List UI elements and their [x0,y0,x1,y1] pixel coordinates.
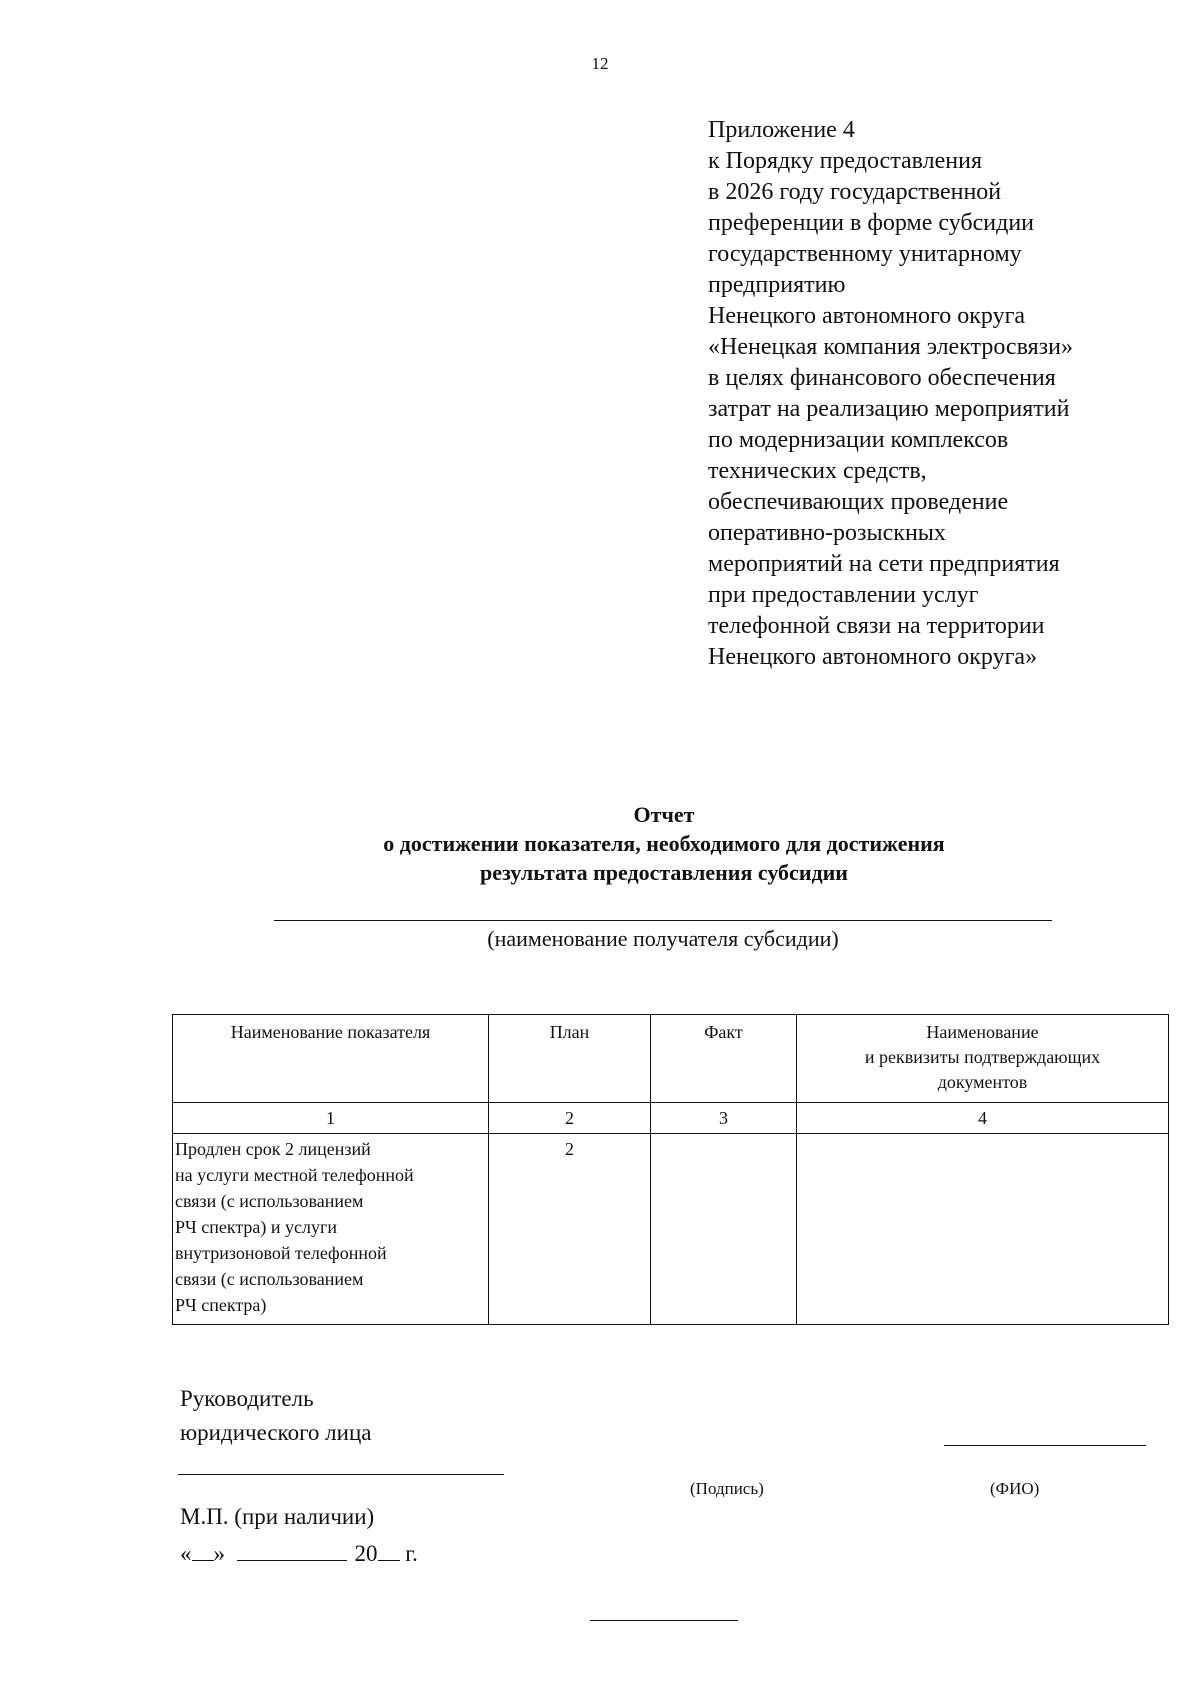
date-close-quote: » [213,1541,225,1566]
table-header-row [173,1015,1169,1103]
appendix-line: по модернизации комплексов [708,427,1009,453]
appendix-line: в целях финансового обеспечения [708,365,1056,391]
indicator-line: РЧ спектра) и услуги [175,1217,338,1237]
date-open-quote: « [180,1541,192,1566]
appendix-line: обеспечивающих проведение [708,489,1009,515]
appendix-line: к Порядку предоставления [708,148,983,174]
column-header-documents-line: документов [937,1072,1028,1092]
report-title-line: Отчет [633,802,695,827]
recipient-caption: (наименование получателя субсидии) [487,926,839,951]
column-number: 3 [651,1103,797,1134]
appendix-line: в 2026 году государственной [708,179,1002,205]
date-month-blank[interactable] [237,1538,347,1561]
name-line[interactable] [944,1445,1146,1446]
indicator-line: связи (с использованием [175,1191,364,1211]
indicator-line: Продлен срок 2 лицензий [175,1139,371,1159]
report-title-line: результата предоставления субсидии [480,860,848,885]
column-header-documents-line: и реквизиты подтверждающих [864,1047,1101,1067]
appendix-line: «Ненецкая компания электросвязи» [708,334,1073,360]
signature-caption: (Подпись) [690,1479,764,1498]
column-number-row [173,1103,1169,1134]
appendix-line: Ненецкого автономного округа» [708,644,1038,670]
date-suffix: г. [405,1541,418,1566]
documents-cell[interactable] [797,1134,1169,1325]
recipient-name-field[interactable] [274,920,1052,921]
appendix-line: технических средств, [708,458,927,484]
appendix-line: затрат на реализацию мероприятий [708,396,1070,422]
appendix-line: преференции в форме субсидии [708,210,1035,236]
page-number: 12 [591,54,609,73]
indicators-table [172,1014,1169,1325]
column-header-documents [797,1015,1169,1103]
column-number: 1 [173,1103,489,1134]
date-year-blank[interactable] [378,1538,400,1561]
indicator-cell [173,1134,489,1325]
appendix-line: при предоставлении услуг [708,582,979,608]
signer-title [180,1382,371,1450]
date-year-prefix: 20 [354,1541,378,1566]
footer-rule [590,1620,738,1621]
date-day-blank[interactable] [192,1538,214,1561]
seal-note: М.П. (при наличии) [180,1504,375,1529]
column-header-documents-line: Наименование [926,1022,1039,1042]
appendix-line: Приложение 4 [708,117,855,143]
table-row [173,1134,1169,1325]
appendix-header [708,115,1188,673]
signer-title-line: Руководитель [180,1386,314,1411]
report-title-line: о достижении показателя, необходимого для достижения [383,831,945,856]
appendix-line: Ненецкого автономного округа [708,303,1026,329]
fact-cell[interactable] [651,1134,797,1325]
appendix-line: оперативно-розыскных [708,520,946,546]
signature-line[interactable] [178,1474,504,1475]
column-header-indicator: Наименование показателя [173,1015,489,1103]
column-header-fact: Факт [651,1015,797,1103]
date-field [180,1537,418,1571]
signer-title-line: юридического лица [180,1420,372,1445]
column-header-plan: План [489,1015,651,1103]
indicator-line: на услуги местной телефонной [175,1165,414,1185]
appendix-line: государственному унитарному [708,241,1022,267]
indicator-line: связи (с использованием [175,1269,364,1289]
plan-cell: 2 [489,1134,651,1325]
report-title [0,800,1200,887]
appendix-line: предприятию [708,272,846,298]
column-number: 2 [489,1103,651,1134]
appendix-line: телефонной связи на территории [708,613,1045,639]
column-number: 4 [797,1103,1169,1134]
appendix-line: мероприятий на сети предприятия [708,551,1060,577]
indicator-line: внутризоновой телефонной [175,1243,387,1263]
indicator-line: РЧ спектра) [175,1295,267,1315]
name-caption: (ФИО) [990,1479,1040,1498]
